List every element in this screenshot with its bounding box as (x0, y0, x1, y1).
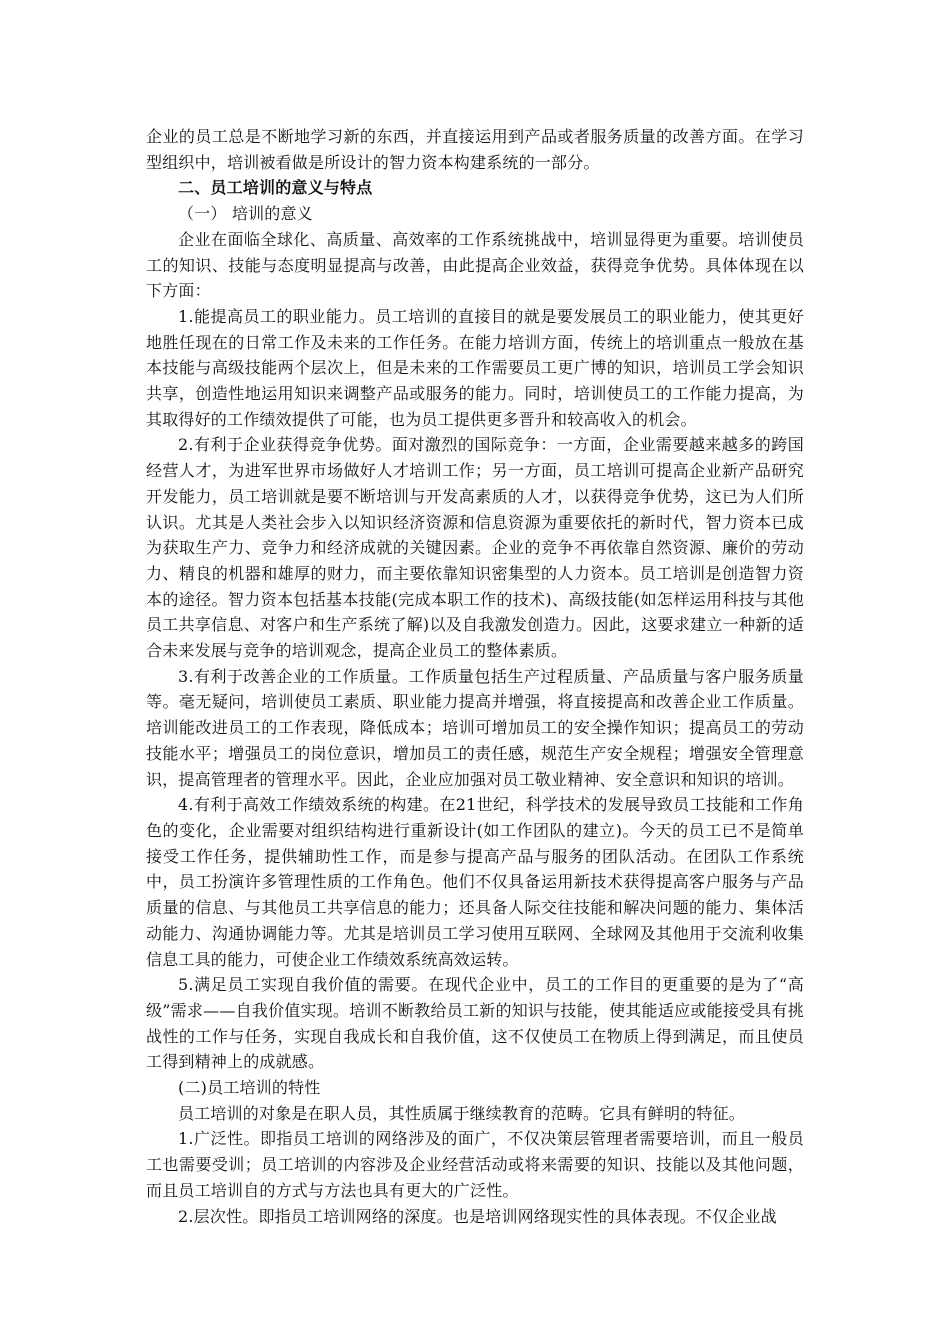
paragraph-point-4: 4.有利于高效工作绩效系统的构建。在21世纪，科学技术的发展导致员工技能和工作角色的变化，企业需要对组织结构进行重新设计(如工作团队的建立)。今天的员工已不是简单接受工作任务，提供辅助性工作，而是参与提高产品与服务的团队活动。在团队工作系统中，员工扮演许多管理性质的工作角色。他们不仅具备运用新技术获得提高客户服务与产品质量的信息、与其他员工共享信息的能力；还具备人际交往技能和解决问题的能力、集体活动能力、沟通协调能力等。尤其是培训员工学习使用互联网、全球网及其他用于交流利收集信息工具的能力，可使企业工作绩效系统高效运转。 (146, 795, 804, 969)
paragraph-learning-org: 企业的员工总是不断地学习新的东西，并直接运用到产品或者服务质量的改善方面。在学习型组织中，培训被看做是所设计的智力资本构建系统的一部分。 (146, 127, 804, 172)
paragraph-point-1: 1.能提高员工的职业能力。员工培训的直接目的就是要发展员工的职业能力，使其更好地胜任现在的日常工作及未来的工作任务。在能力培训方面，传统上的培训重点一般放在基本技能与高级技能两个层次上，但是未来的工作需要员工更广博的知识，培训员工学会知识共享，创造性地运用知识来调整产品或服务的能力。同时，培训使员工的工作能力提高，为其取得好的工作绩效提供了可能，也为员工提供更多晋升和较高收入的机会。 (146, 306, 804, 429)
subsection-heading-significance: （一） 培训的意义 (178, 204, 313, 224)
paragraph-characteristic-1: 1.广泛性。即指员工培训的网络涉及的面广，不仅决策层管理者需要培训，而且一般员工也需要受训；员工培训的内容涉及企业经营活动或将来需要的知识、技能以及其他问题，而且员工培训自的方式与方法也具有更大的广泛性。 (146, 1129, 804, 1200)
paragraph-point-5: 5.满足员工实现自我价值的需要。在现代企业中，员工的工作目的更重要的是为了“高级”需求——自我价值实现。培训不断教给员工新的知识与技能，使其能适应或能接受具有挑战性的工作与任务，实现自我成长和自我价值，这不仅使员工在物质上得到满足，而且使员工得到精神上的成就感。 (146, 975, 804, 1072)
paragraph-characteristic-2: 2.层次性。即指员工培训网络的深度。也是培训网络现实性的具体表现。不仅企业战 (178, 1206, 777, 1226)
document-body (146, 124, 804, 1229)
paragraph-point-2: 2.有利于企业获得竞争优势。面对激烈的国际竞争：一方面，企业需要越来越多的跨国经营人才，为进军世界市场做好人才培训工作；另一方面，员工培训可提高企业新产品研究开发能力，员工培训就是要不断培训与开发高素质的人才，以获得竞争优势，这已为人们所认识。尤其是人类社会步入以知识经济资源和信息资源为重要依托的新时代，智力资本已成为获取生产力、竞争力和经济成就的关键因素。企业的竞争不再依靠自然资源、廉价的劳动力、精良的机器和雄厚的财力，而主要依靠知识密集型的人力资本。员工培训是创造智力资本的途径。智力资本包括基本技能(完成本职工作的技术)、高级技能(如怎样运用科技与其他员工共享信息、对客户和生产系统了解)以及自我激发创造力。因此，这要求建立一种新的适合未来发展与竞争的培训观念，提高企业员工的整体素质。 (146, 435, 804, 661)
paragraph-point-3: 3.有利于改善企业的工作质量。工作质量包括生产过程质量、产品质量与客户服务质量等。毫无疑问，培训使员工素质、职业能力提高并增强，将直接提高和改善企业工作质量。培训能改进员工的工作表现，降低成本；培训可增加员工的安全操作知识；提高员工的劳动技能水平；增强员工的岗位意识，增加员工的责任感，规范生产安全规程；增强安全管理意识，提高管理者的管理水平。因此，企业应加强对员工敬业精神、安全意识和知识的培训。 (146, 666, 804, 789)
section-heading: 二、员工培训的意义与特点 (178, 178, 373, 198)
paragraph-characteristics-intro: 员工培训的对象是在职人员，其性质属于继续教育的范畴。它具有鲜明的特征。 (178, 1103, 746, 1123)
subsection-heading-characteristics: (二)员工培训的特性 (178, 1078, 321, 1098)
paragraph-intro: 企业在面临全球化、高质量、高效率的工作系统挑战中，培训显得更为重要。培训使员工的知识、技能与态度明显提高与改善，由此提高企业效益，获得竞争优势。具体体现在以下方面： (146, 229, 804, 301)
